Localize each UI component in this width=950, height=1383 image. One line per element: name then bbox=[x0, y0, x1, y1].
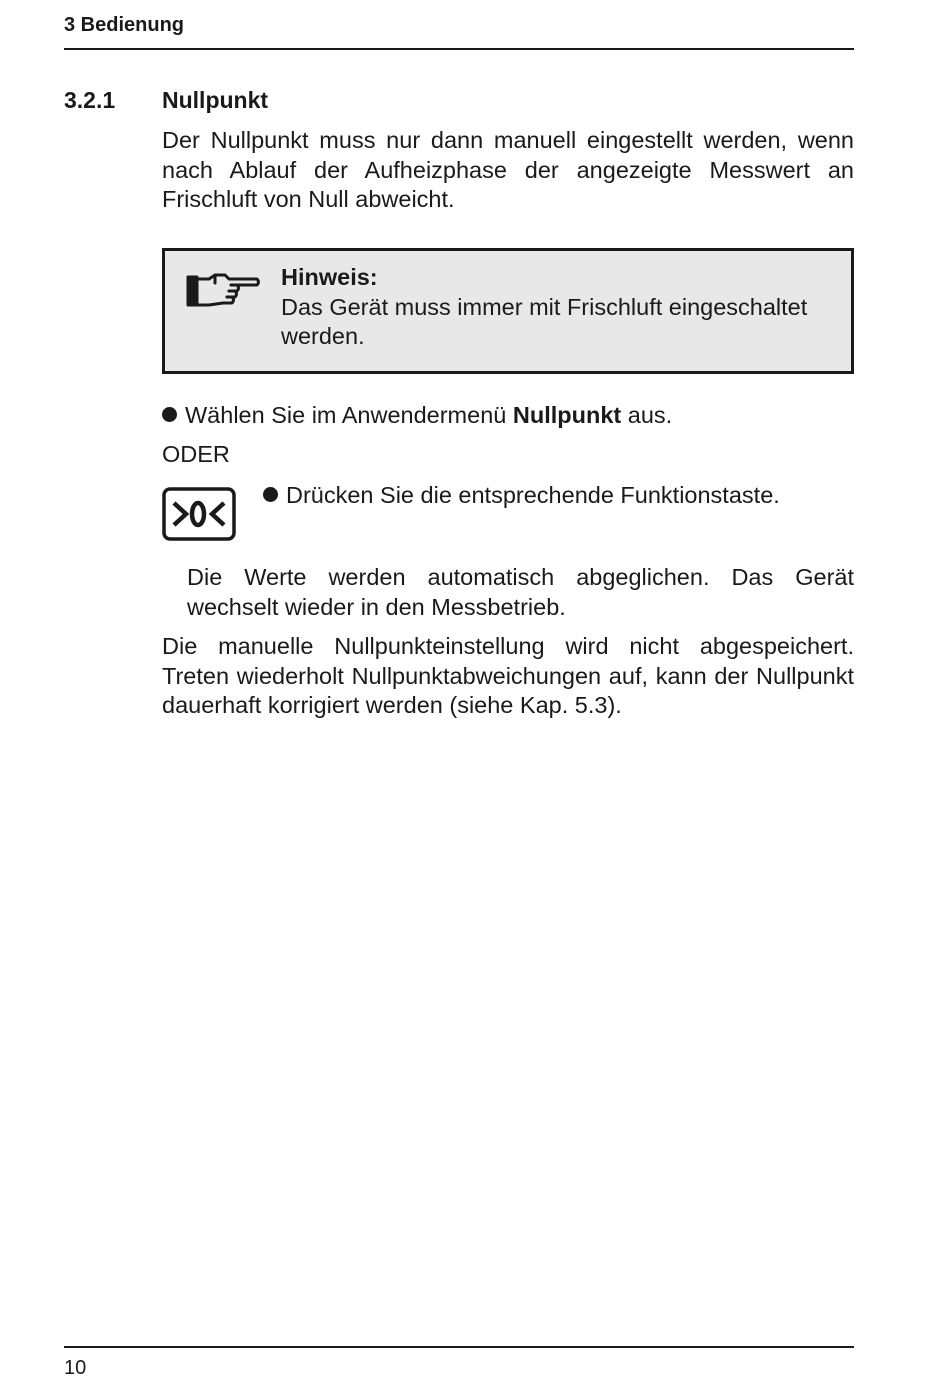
intro-paragraph: Der Nullpunkt muss nur dann manuell eingestellt werden, wenn nach Ablauf der Aufheizphase der angezeigte Messwert an Frischluft von Null abweicht. bbox=[162, 127, 854, 212]
pointing-hand-icon bbox=[185, 269, 261, 313]
note-box bbox=[162, 248, 854, 374]
step1-prefix: Wählen Sie im Anwendermenü bbox=[185, 402, 513, 428]
page-number: 10 bbox=[64, 1357, 87, 1379]
step1-menu-item: Nullpunkt bbox=[512, 402, 622, 428]
note-title: Hinweis: bbox=[281, 264, 378, 290]
step1-suffix: aus. bbox=[621, 402, 673, 428]
or-label: ODER bbox=[162, 441, 230, 467]
running-head: 3 Bedienung bbox=[64, 14, 185, 36]
footer-rule bbox=[64, 1346, 854, 1348]
step-press-key bbox=[263, 481, 780, 511]
section-number: 3.2.1 bbox=[64, 87, 116, 113]
step2-text: Drücken Sie die entsprechende Funktionstaste. bbox=[286, 482, 780, 508]
section-title: Nullpunkt bbox=[162, 87, 269, 113]
result-paragraph: Die Werte werden automatisch abgeglichen. Das Gerät wechselt wieder in den Messbetrieb. bbox=[187, 564, 854, 620]
zero-key-icon bbox=[162, 487, 236, 541]
note-text: Das Gerät muss immer mit Frischluft eingeschaltet werden. bbox=[281, 293, 808, 349]
header-rule bbox=[64, 48, 854, 50]
step-select-menu bbox=[162, 401, 672, 431]
bullet-icon bbox=[263, 487, 278, 502]
bullet-icon bbox=[162, 407, 177, 422]
closing-paragraph: Die manuelle Nullpunkteinstellung wird nicht abgespeichert. Treten wiederholt Nullpunktabweichungen auf, kann der Nullpunkt dauerhaft korrigiert werden (siehe Kap. 5.3). bbox=[162, 633, 854, 718]
